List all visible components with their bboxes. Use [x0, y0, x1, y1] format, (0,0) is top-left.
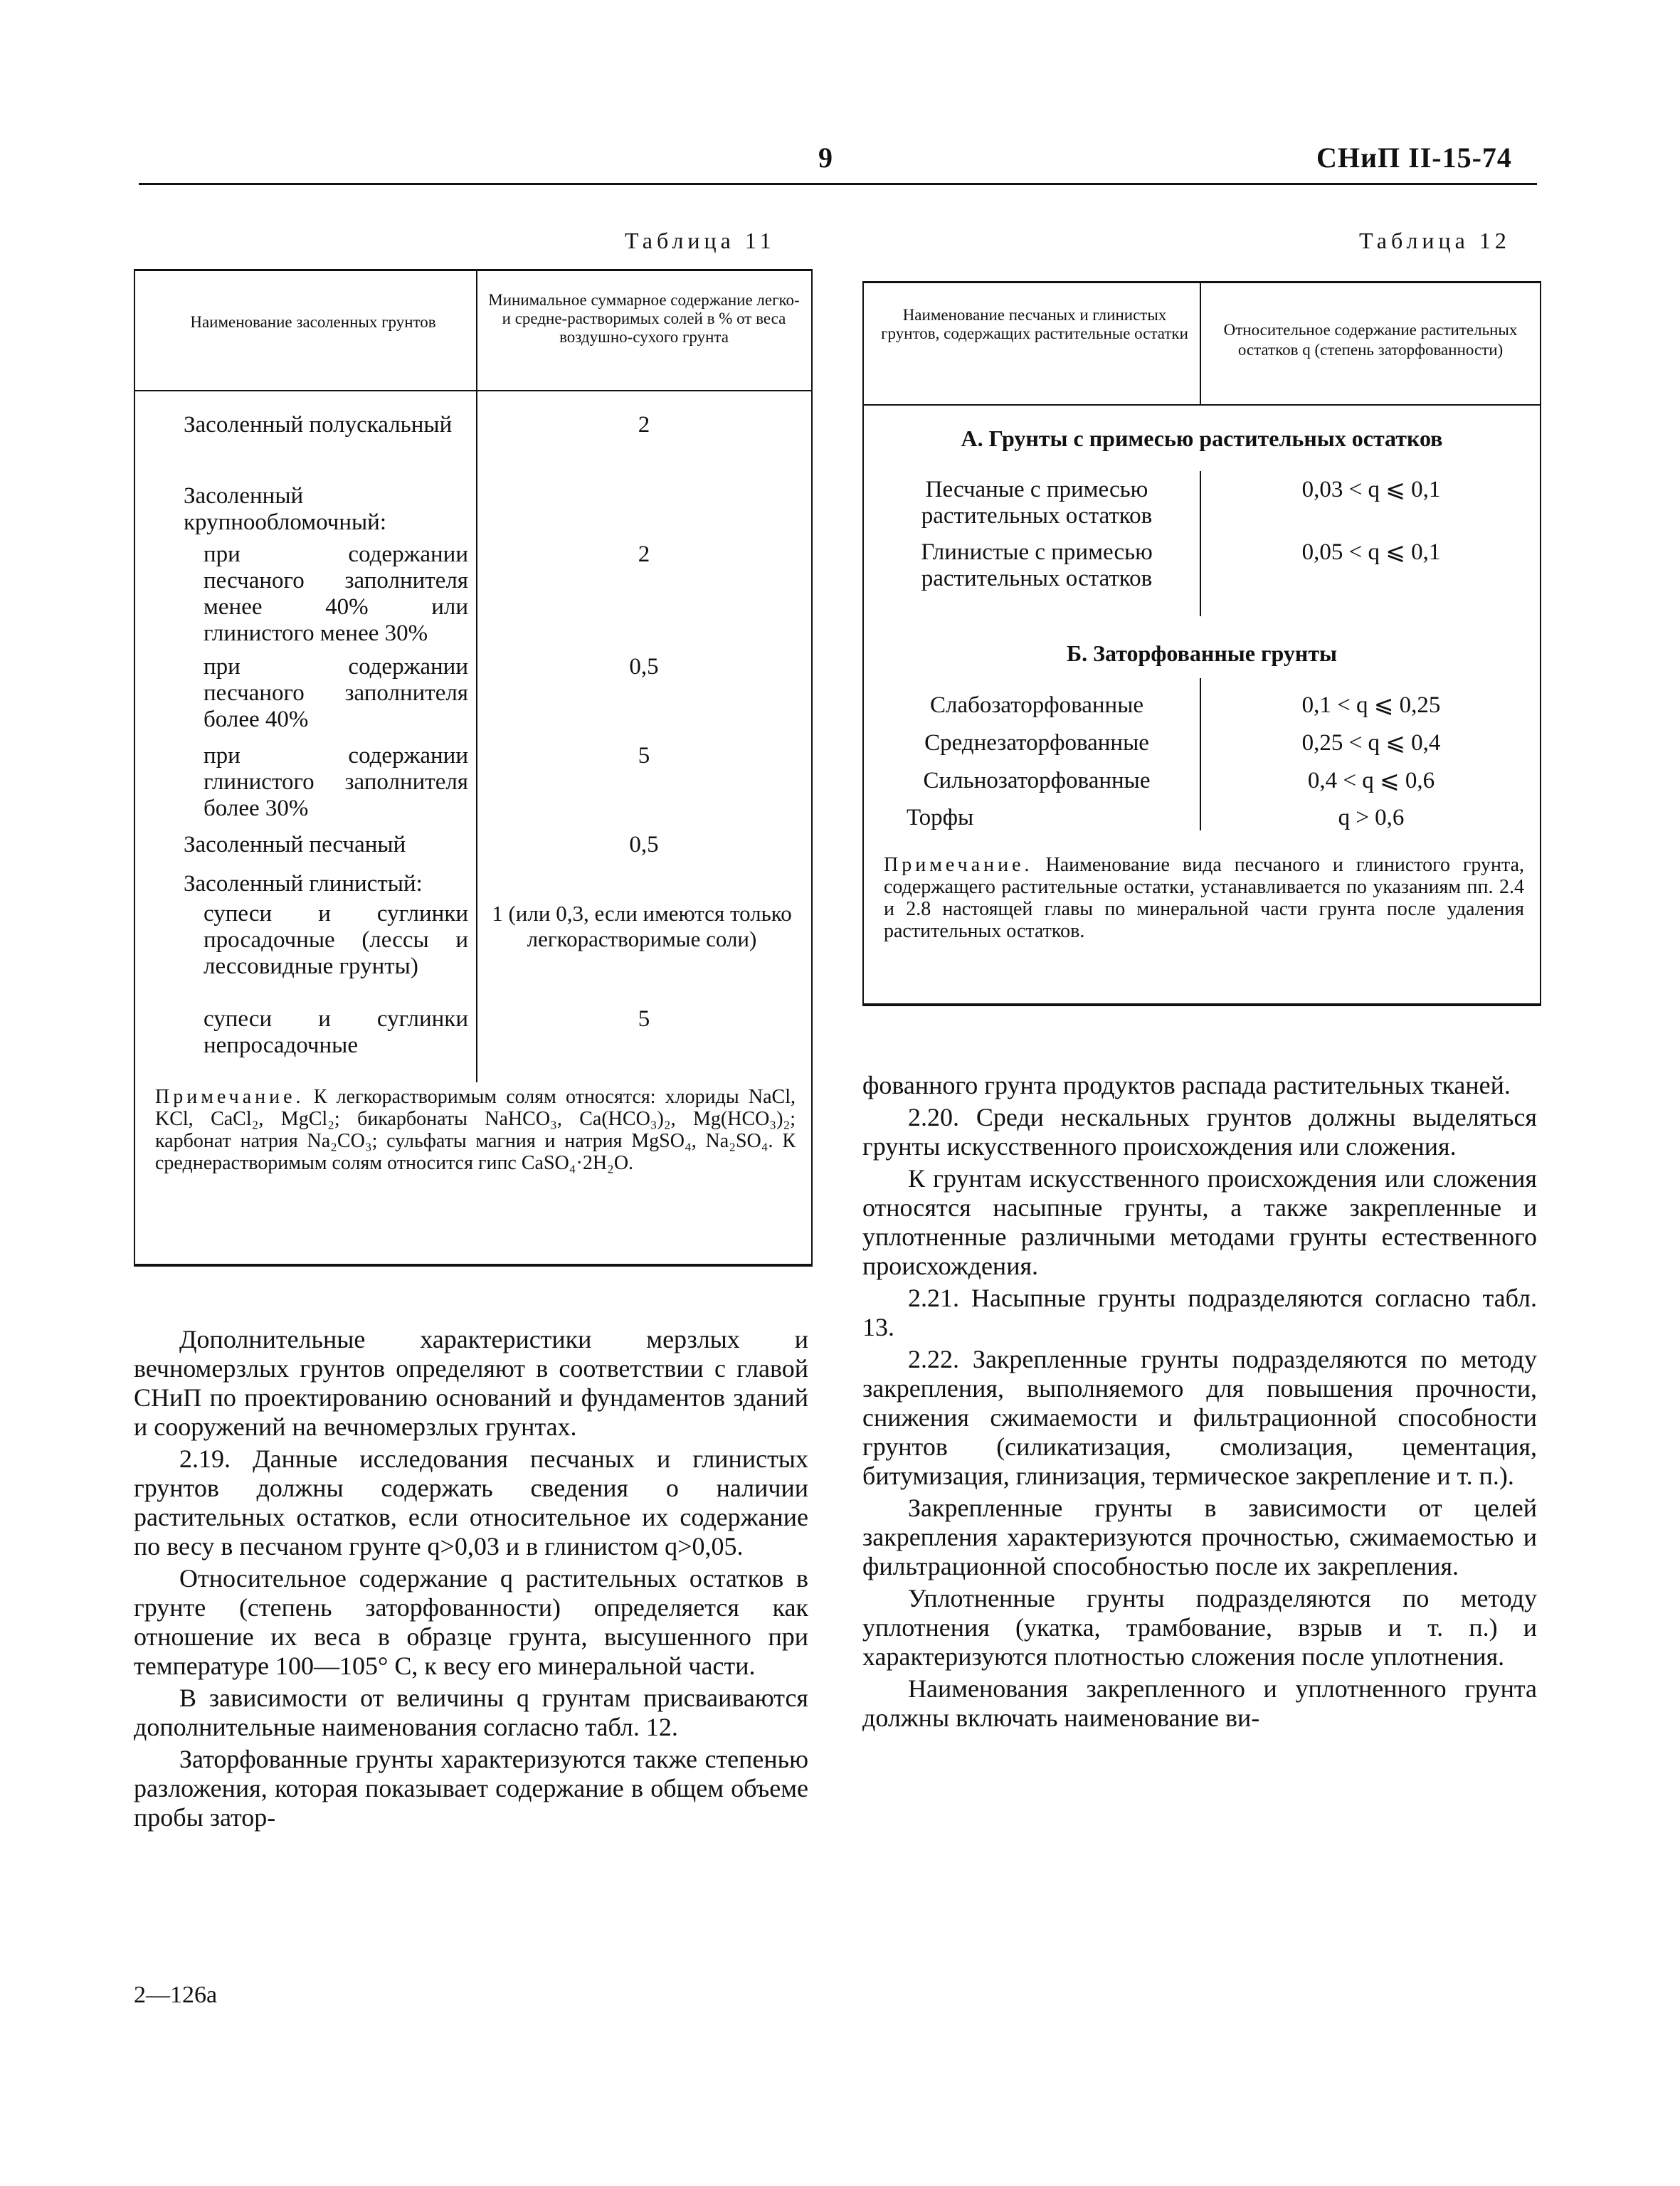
table12-header-divider [864, 404, 1540, 406]
paragraph: Наименования закрепленного и уплотненного грунта должны включать наименование ви- [862, 1674, 1537, 1732]
table12-row-value: 0,03 < q ⩽ 0,1 [1301, 477, 1441, 502]
table12-row-label: Песчаные с примесью растительных остатков [921, 477, 1153, 529]
paragraph: К грунтам искусственного происхождения или сложения относятся насыпные грунты, а также закрепленные и уплотненные различными методами грунты естественного происхождения. [862, 1164, 1537, 1280]
table11-row-label: Засоленный глинистый: [184, 871, 423, 897]
table12-row-value: 0,1 < q ⩽ 0,25 [1301, 692, 1441, 718]
table12-row-value: 0,25 < q ⩽ 0,4 [1301, 730, 1441, 756]
paragraph: В зависимости от величины q грунтам присваиваются дополнительные наименования согласно табл. 12. [134, 1684, 808, 1741]
paragraph: Заторфованные грунты характеризуются также степенью разложения, которая показывает содержание в общем объеме пробы затор- [134, 1745, 808, 1832]
table12-col2-header: Относительное содержание растительных остатков q (степень заторфованности) [1223, 321, 1518, 359]
paragraph: Относительное содержание q растительных остатков в грунте (степень заторфованности) определяется как отношение их веса в образце грунта, высушенного при температуре 100—105° С, к весу его минеральной части. [134, 1564, 808, 1680]
table11-row-label: супеси и суглинки непросадочные [204, 1006, 468, 1058]
table12-row-value: 0,05 < q ⩽ 0,1 [1301, 539, 1441, 565]
page-number: 9 [818, 142, 833, 174]
table12-row-label: Слабозаторфованные [929, 692, 1144, 718]
right-text-column [862, 1071, 1537, 1733]
table12-col1-header: Наименование песчаных и глинистых грунтов, содержащих растительные остатки [881, 306, 1188, 342]
table11-caption: Таблица 11 [625, 228, 776, 253]
table11-row-value: 5 [638, 743, 650, 769]
paragraph: 2.19. Данные исследования песчаных и глинистых грунтов должны содержать сведения о наличии растительных остатков, если относительное их содержание по весу в песчаном грунте q>0,03 и в глинистом q>0,05. [134, 1445, 808, 1561]
table12-section-a: А. Грунты с примесью растительных остатков [961, 426, 1443, 451]
table11-note-head: Примечание. [155, 1086, 305, 1108]
table11-note-body: К легкорастворимым солям относятся: хлориды NaCl, KCl, CaCl₂, MgCl₂; бикарбонаты NaHCO₃, Ca(HCO₃)₂, Mg(HCO₃)₂; карбонат натрия Na₂CO₃; сульфаты магния и натрия MgSO₄, Na₂SO₄. К среднерастворимым солям относится гипс CaSO₄·2H₂O. [155, 1086, 796, 1174]
table11-row-value: 5 [638, 1006, 650, 1032]
table11-row-value: 2 [638, 542, 650, 567]
paragraph: 2.22. Закрепленные грунты подразделяются по методу закрепления, выполняемого для повышения прочности, снижения сжимаемости и фильтрационной способности грунтов (силикатизация, смолизация, цементация, битумизация, глинизация, термическое закрепление и т. п.). [862, 1345, 1537, 1490]
paragraph: 2.20. Среди нескальных грунтов должны выделяться грунты искусственного происхождения или сложения. [862, 1103, 1537, 1161]
paragraph: Уплотненные грунты подразделяются по методу уплотнения (укатка, трамбование, взрыв и т. п.) и характеризуются плотностью сложения после уплотнения. [862, 1584, 1537, 1671]
table12-row-label: Среднезаторфованные [924, 730, 1149, 756]
table12-row-label: Глинистые с примесью растительных остатков [921, 539, 1153, 591]
table11-row-label: Засоленный полускальный [184, 412, 453, 438]
table12-row-label: Торфы [907, 805, 974, 830]
table11-row-value: 0,5 [629, 832, 659, 857]
paragraph: 2.21. Насыпные грунты подразделяются согласно табл. 13. [862, 1284, 1537, 1341]
table11-col2-header: Минимальное суммарное содержание легко- и средне-растворимых солей в % от веса воздушно-сухого грунта [488, 291, 800, 346]
paragraph: фованного грунта продуктов распада растительных тканей. [862, 1071, 1511, 1099]
table11-column-divider [476, 271, 477, 1082]
table11-row-value: 1 (или 0,3, если имеются только легкорастворимые соли) [492, 901, 792, 951]
left-text-column [134, 1325, 808, 1832]
table11-header-divider [135, 390, 811, 391]
table11-row-label: Засоленный крупнообломочный: [184, 483, 387, 535]
table12 [862, 281, 1541, 1006]
table12-note-head: Примечание. [884, 854, 1033, 876]
table11-row-label: при содержании песчаного заполнителя менее 40% или глинистого менее 30% [204, 542, 468, 646]
table11-note [155, 1086, 796, 1174]
header-rule [139, 183, 1537, 185]
paragraph: Закрепленные грунты в зависимости от целей закрепления характеризуются прочностью, сжимаемостью и фильтрационной способностью после их закрепления. [862, 1494, 1537, 1580]
print-signature: 2—126а [134, 1982, 218, 2008]
table12-section-b: Б. Заторфованные грунты [1066, 640, 1338, 666]
table12-column-divider [1200, 471, 1201, 616]
table12-note-body: Наименование вида песчаного и глинистого грунта, содержащего растительные остатки, устанавливается по указаниям пп. 2.4 и 2.8 настоящей главы по минеральной части грунта после удаления растительных остатков. [884, 854, 1524, 942]
standard-code: СНиП II-15-74 [1316, 142, 1512, 174]
table12-row-label: Сильнозаторфованные [923, 768, 1151, 793]
table12-column-divider [1200, 283, 1201, 404]
table11-col1-header: Наименование засоленных грунтов [190, 313, 436, 331]
table12-caption: Таблица 12 [1359, 228, 1511, 253]
table12-note [884, 854, 1524, 942]
table11-row-label: супеси и суглинки просадочные (лессы и лессовидные грунты) [204, 901, 468, 979]
table11-row-value: 0,5 [629, 654, 659, 680]
table11-row-label: при содержании глинистого заполнителя более 30% [204, 743, 468, 821]
table12-row-value: 0,4 < q ⩽ 0,6 [1307, 768, 1435, 793]
table11-row-label: при содержании песчаного заполнителя более 40% [204, 654, 468, 732]
table11-row-label: Засоленный песчаный [184, 832, 406, 857]
table12-row-value: q > 0,6 [1338, 805, 1405, 830]
paragraph: Дополнительные характеристики мерзлых и вечномерзлых грунтов определяют в соответствии с главой СНиП по проектированию оснований и фундаментов зданий и сооружений на вечномерзлых грунтах. [134, 1325, 808, 1441]
table11-row-value: 2 [638, 412, 650, 438]
table11 [134, 269, 813, 1267]
